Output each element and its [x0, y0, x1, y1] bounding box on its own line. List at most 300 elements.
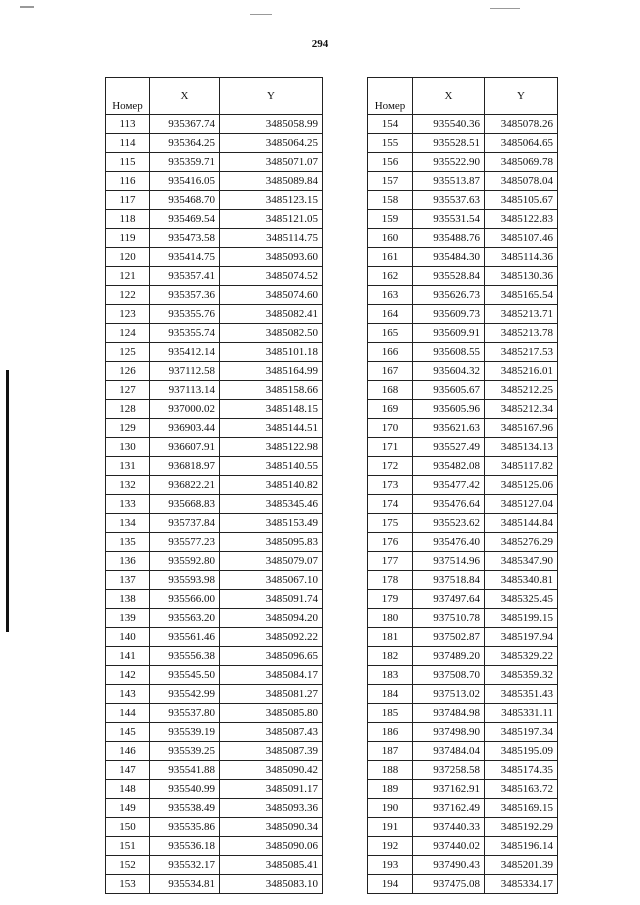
coordinate-y: 3485114.36 [485, 248, 558, 267]
point-number: 136 [106, 552, 150, 571]
table-row [368, 229, 558, 248]
table-row [106, 818, 323, 837]
coordinate-x: 935542.99 [150, 685, 220, 704]
coordinate-x: 935528.51 [413, 134, 485, 153]
point-number: 176 [368, 533, 413, 552]
coordinate-y: 3485105.67 [485, 191, 558, 210]
table-row [106, 666, 323, 685]
coordinate-y: 3485169.15 [485, 799, 558, 818]
point-number: 180 [368, 609, 413, 628]
scan-speck [20, 6, 34, 8]
coordinate-y: 3485165.54 [485, 286, 558, 305]
point-number: 161 [368, 248, 413, 267]
table-row [106, 381, 323, 400]
coordinate-x: 936903.44 [150, 419, 220, 438]
point-number: 179 [368, 590, 413, 609]
point-number: 120 [106, 248, 150, 267]
table-row [368, 590, 558, 609]
coordinate-y: 3485212.34 [485, 400, 558, 419]
table-row [368, 305, 558, 324]
coordinate-x: 937497.64 [413, 590, 485, 609]
table-row [368, 628, 558, 647]
coordinate-x: 937513.02 [413, 685, 485, 704]
coordinate-x: 937112.58 [150, 362, 220, 381]
scan-margin-mark [6, 370, 9, 632]
coordinate-y: 3485091.74 [220, 590, 323, 609]
coordinate-x: 937502.87 [413, 628, 485, 647]
coordinate-y: 3485144.84 [485, 514, 558, 533]
table-row [368, 685, 558, 704]
point-number: 135 [106, 533, 150, 552]
coordinate-x: 935609.91 [413, 324, 485, 343]
point-number: 125 [106, 343, 150, 362]
point-number: 131 [106, 457, 150, 476]
table-row [106, 286, 323, 305]
coordinate-y: 3485101.18 [220, 343, 323, 362]
coordinate-x: 935364.25 [150, 134, 220, 153]
table-row [106, 476, 323, 495]
table-row [106, 153, 323, 172]
coordinate-x: 937162.49 [413, 799, 485, 818]
point-number: 124 [106, 324, 150, 343]
point-number: 193 [368, 856, 413, 875]
coordinate-x: 937490.43 [413, 856, 485, 875]
point-number: 175 [368, 514, 413, 533]
coordinate-y: 3485331.11 [485, 704, 558, 723]
coordinate-x: 935609.73 [413, 305, 485, 324]
table-row [368, 476, 558, 495]
point-number: 152 [106, 856, 150, 875]
coordinate-x: 935476.64 [413, 495, 485, 514]
coordinate-x: 935536.18 [150, 837, 220, 856]
table-row [106, 419, 323, 438]
coordinate-y: 3485090.42 [220, 761, 323, 780]
coordinate-x: 935357.41 [150, 267, 220, 286]
table-row [368, 115, 558, 134]
coordinate-y: 3485081.27 [220, 685, 323, 704]
coordinate-x: 937113.14 [150, 381, 220, 400]
coordinate-x: 935604.32 [413, 362, 485, 381]
point-number: 160 [368, 229, 413, 248]
coordinate-y: 3485084.17 [220, 666, 323, 685]
table-row [106, 723, 323, 742]
scan-speck [490, 8, 520, 9]
coordinate-x: 935488.76 [413, 229, 485, 248]
coordinate-x: 936818.97 [150, 457, 220, 476]
table-row [106, 172, 323, 191]
table-row [106, 609, 323, 628]
point-number: 182 [368, 647, 413, 666]
point-number: 151 [106, 837, 150, 856]
coordinates-table-right [367, 77, 558, 894]
table-row [106, 875, 323, 894]
coordinate-x: 935357.36 [150, 286, 220, 305]
point-number: 189 [368, 780, 413, 799]
point-number: 181 [368, 628, 413, 647]
coordinate-x: 935469.54 [150, 210, 220, 229]
coordinate-x: 937475.08 [413, 875, 485, 894]
point-number: 133 [106, 495, 150, 514]
coordinate-x: 935484.30 [413, 248, 485, 267]
table-row [106, 533, 323, 552]
coordinate-x: 937440.02 [413, 837, 485, 856]
coordinate-x: 935539.19 [150, 723, 220, 742]
coordinate-y: 3485164.99 [220, 362, 323, 381]
point-number: 191 [368, 818, 413, 837]
coordinate-y: 3485201.39 [485, 856, 558, 875]
coordinate-x: 935513.87 [413, 172, 485, 191]
table-row [368, 666, 558, 685]
point-number: 183 [368, 666, 413, 685]
coordinate-x: 935476.40 [413, 533, 485, 552]
point-number: 172 [368, 457, 413, 476]
coordinate-y: 3485067.10 [220, 571, 323, 590]
table-row [106, 799, 323, 818]
point-number: 138 [106, 590, 150, 609]
table-row [368, 438, 558, 457]
coordinate-x: 935561.46 [150, 628, 220, 647]
coordinate-x: 935563.20 [150, 609, 220, 628]
point-number: 144 [106, 704, 150, 723]
table-row [106, 837, 323, 856]
coordinate-y: 3485276.29 [485, 533, 558, 552]
table-row [106, 571, 323, 590]
table-row [368, 324, 558, 343]
point-number: 132 [106, 476, 150, 495]
coordinate-x: 937258.58 [413, 761, 485, 780]
coordinate-y: 3485058.99 [220, 115, 323, 134]
coordinate-x: 935355.76 [150, 305, 220, 324]
point-number: 141 [106, 647, 150, 666]
table-row [368, 761, 558, 780]
point-number: 164 [368, 305, 413, 324]
coordinate-x: 935592.80 [150, 552, 220, 571]
coordinate-y: 3485074.60 [220, 286, 323, 305]
point-number: 156 [368, 153, 413, 172]
header-x: X [413, 78, 485, 115]
point-number: 116 [106, 172, 150, 191]
coordinate-y: 3485090.06 [220, 837, 323, 856]
point-number: 166 [368, 343, 413, 362]
table-row [368, 134, 558, 153]
table-row [106, 324, 323, 343]
header-y: Y [220, 78, 323, 115]
coordinate-y: 3485087.43 [220, 723, 323, 742]
coordinate-y: 3485092.22 [220, 628, 323, 647]
coordinate-y: 3485074.52 [220, 267, 323, 286]
point-number: 163 [368, 286, 413, 305]
coordinate-x: 935416.05 [150, 172, 220, 191]
coordinate-y: 3485095.83 [220, 533, 323, 552]
coordinate-y: 3485079.07 [220, 552, 323, 571]
coordinate-y: 3485158.66 [220, 381, 323, 400]
point-number: 113 [106, 115, 150, 134]
page-number: 294 [311, 38, 329, 50]
point-number: 137 [106, 571, 150, 590]
coordinate-x: 935359.71 [150, 153, 220, 172]
table-row [368, 419, 558, 438]
header-row [368, 78, 558, 115]
point-number: 158 [368, 191, 413, 210]
coordinate-x: 935534.81 [150, 875, 220, 894]
table-row [368, 153, 558, 172]
coordinate-x: 935535.86 [150, 818, 220, 837]
coordinate-y: 3485167.96 [485, 419, 558, 438]
point-number: 127 [106, 381, 150, 400]
coordinate-y: 3485196.14 [485, 837, 558, 856]
coordinate-x: 935593.98 [150, 571, 220, 590]
table-row [368, 495, 558, 514]
table-row [368, 552, 558, 571]
coordinate-x: 937162.91 [413, 780, 485, 799]
coordinate-y: 3485078.04 [485, 172, 558, 191]
table-row [106, 761, 323, 780]
table-row [368, 875, 558, 894]
coordinate-y: 3485069.78 [485, 153, 558, 172]
coordinate-x: 936607.91 [150, 438, 220, 457]
point-number: 171 [368, 438, 413, 457]
coordinate-y: 3485216.01 [485, 362, 558, 381]
point-number: 177 [368, 552, 413, 571]
coordinate-x: 936822.21 [150, 476, 220, 495]
table-row [368, 267, 558, 286]
coordinate-x: 935540.36 [413, 115, 485, 134]
header-row [106, 78, 323, 115]
coordinate-y: 3485340.81 [485, 571, 558, 590]
table-row [368, 286, 558, 305]
coordinate-x: 937508.70 [413, 666, 485, 685]
coordinate-x: 935532.17 [150, 856, 220, 875]
coordinate-y: 3485148.15 [220, 400, 323, 419]
point-number: 157 [368, 172, 413, 191]
coordinate-x: 935626.73 [413, 286, 485, 305]
coordinate-y: 3485082.41 [220, 305, 323, 324]
coordinate-y: 3485114.75 [220, 229, 323, 248]
point-number: 117 [106, 191, 150, 210]
table-row [106, 210, 323, 229]
point-number: 162 [368, 267, 413, 286]
coordinate-x: 935473.58 [150, 229, 220, 248]
coordinate-y: 3485144.51 [220, 419, 323, 438]
point-number: 148 [106, 780, 150, 799]
point-number: 129 [106, 419, 150, 438]
coordinate-y: 3485195.09 [485, 742, 558, 761]
coordinate-y: 3485096.65 [220, 647, 323, 666]
coordinate-x: 935608.55 [413, 343, 485, 362]
table-row [106, 438, 323, 457]
coordinate-y: 3485107.46 [485, 229, 558, 248]
point-number: 119 [106, 229, 150, 248]
coordinate-y: 3485325.45 [485, 590, 558, 609]
coordinate-x: 935527.49 [413, 438, 485, 457]
coordinate-y: 3485089.84 [220, 172, 323, 191]
point-number: 155 [368, 134, 413, 153]
coordinate-y: 3485192.29 [485, 818, 558, 837]
coordinate-x: 937489.20 [413, 647, 485, 666]
point-number: 147 [106, 761, 150, 780]
coordinate-y: 3485163.72 [485, 780, 558, 799]
table-row [106, 628, 323, 647]
coordinate-y: 3485351.43 [485, 685, 558, 704]
point-number: 187 [368, 742, 413, 761]
point-number: 128 [106, 400, 150, 419]
coordinate-y: 3485197.34 [485, 723, 558, 742]
table-row [368, 343, 558, 362]
coordinate-y: 3485127.04 [485, 495, 558, 514]
table-row [106, 495, 323, 514]
table-row [368, 856, 558, 875]
coordinate-y: 3485093.60 [220, 248, 323, 267]
table-row [106, 191, 323, 210]
table-row [106, 457, 323, 476]
coordinate-x: 937484.04 [413, 742, 485, 761]
coordinate-y: 3485125.06 [485, 476, 558, 495]
table-row [368, 647, 558, 666]
coordinate-x: 935538.49 [150, 799, 220, 818]
table-row [106, 856, 323, 875]
point-number: 154 [368, 115, 413, 134]
point-number: 149 [106, 799, 150, 818]
point-number: 190 [368, 799, 413, 818]
point-number: 185 [368, 704, 413, 723]
table-row [368, 837, 558, 856]
point-number: 167 [368, 362, 413, 381]
table-row [368, 742, 558, 761]
coordinate-y: 3485134.13 [485, 438, 558, 457]
coordinate-y: 3485091.17 [220, 780, 323, 799]
coordinate-x: 935468.70 [150, 191, 220, 210]
table-row [368, 818, 558, 837]
coordinate-y: 3485064.25 [220, 134, 323, 153]
point-number: 192 [368, 837, 413, 856]
header-y: Y [485, 78, 558, 115]
coordinate-x: 935605.67 [413, 381, 485, 400]
coordinate-x: 937510.78 [413, 609, 485, 628]
coordinate-y: 3485197.94 [485, 628, 558, 647]
point-number: 153 [106, 875, 150, 894]
coordinate-y: 3485085.41 [220, 856, 323, 875]
table-row [106, 742, 323, 761]
point-number: 123 [106, 305, 150, 324]
coordinate-y: 3485083.10 [220, 875, 323, 894]
coordinate-x: 935540.99 [150, 780, 220, 799]
point-number: 126 [106, 362, 150, 381]
coordinate-x: 935531.54 [413, 210, 485, 229]
table-row [368, 514, 558, 533]
point-number: 169 [368, 400, 413, 419]
point-number: 121 [106, 267, 150, 286]
point-number: 159 [368, 210, 413, 229]
scan-speck [250, 14, 272, 15]
table-row [368, 362, 558, 381]
coordinate-y: 3485153.49 [220, 514, 323, 533]
coordinate-y: 3485093.36 [220, 799, 323, 818]
coordinate-x: 935577.23 [150, 533, 220, 552]
coordinate-y: 3485087.39 [220, 742, 323, 761]
coordinate-x: 935566.00 [150, 590, 220, 609]
coordinate-y: 3485334.17 [485, 875, 558, 894]
point-number: 118 [106, 210, 150, 229]
header-number: Номер [106, 78, 150, 115]
point-number: 188 [368, 761, 413, 780]
coordinates-table-left [105, 77, 323, 894]
coordinate-y: 3485085.80 [220, 704, 323, 723]
coordinate-x: 935522.90 [413, 153, 485, 172]
coordinate-x: 935539.25 [150, 742, 220, 761]
point-number: 142 [106, 666, 150, 685]
coordinate-y: 3485071.07 [220, 153, 323, 172]
point-number: 178 [368, 571, 413, 590]
coordinate-y: 3485329.22 [485, 647, 558, 666]
coordinate-x: 935367.74 [150, 115, 220, 134]
coordinate-x: 935412.14 [150, 343, 220, 362]
coordinate-y: 3485140.82 [220, 476, 323, 495]
coordinate-y: 3485122.98 [220, 438, 323, 457]
table-row [368, 609, 558, 628]
table-row [106, 400, 323, 419]
table-row [106, 704, 323, 723]
header-x: X [150, 78, 220, 115]
coordinate-y: 3485213.71 [485, 305, 558, 324]
coordinate-y: 3485347.90 [485, 552, 558, 571]
table-row [368, 191, 558, 210]
table-row [106, 248, 323, 267]
point-number: 173 [368, 476, 413, 495]
coordinate-y: 3485123.15 [220, 191, 323, 210]
coordinate-y: 3485130.36 [485, 267, 558, 286]
point-number: 165 [368, 324, 413, 343]
table-row [368, 723, 558, 742]
coordinate-x: 935556.38 [150, 647, 220, 666]
point-number: 150 [106, 818, 150, 837]
coordinate-y: 3485213.78 [485, 324, 558, 343]
point-number: 122 [106, 286, 150, 305]
point-number: 186 [368, 723, 413, 742]
coordinate-y: 3485199.15 [485, 609, 558, 628]
coordinate-x: 935482.08 [413, 457, 485, 476]
table-row [106, 134, 323, 153]
table-row [106, 343, 323, 362]
coordinate-y: 3485140.55 [220, 457, 323, 476]
coordinate-y: 3485064.65 [485, 134, 558, 153]
table-row [368, 210, 558, 229]
table-row [368, 381, 558, 400]
table-row [106, 647, 323, 666]
point-number: 130 [106, 438, 150, 457]
coordinate-x: 935528.84 [413, 267, 485, 286]
table-row [368, 799, 558, 818]
table-row [368, 248, 558, 267]
coordinate-y: 3485090.34 [220, 818, 323, 837]
table-row [368, 533, 558, 552]
point-number: 140 [106, 628, 150, 647]
table-row [106, 780, 323, 799]
point-number: 146 [106, 742, 150, 761]
coordinate-x: 935668.83 [150, 495, 220, 514]
point-number: 143 [106, 685, 150, 704]
coordinate-x: 935737.84 [150, 514, 220, 533]
table-row [106, 305, 323, 324]
table-row [106, 362, 323, 381]
point-number: 115 [106, 153, 150, 172]
coordinate-y: 3485122.83 [485, 210, 558, 229]
point-number: 170 [368, 419, 413, 438]
table-row [106, 685, 323, 704]
coordinate-x: 935537.63 [413, 191, 485, 210]
coordinate-x: 935355.74 [150, 324, 220, 343]
coordinate-y: 3485121.05 [220, 210, 323, 229]
table-row [106, 514, 323, 533]
